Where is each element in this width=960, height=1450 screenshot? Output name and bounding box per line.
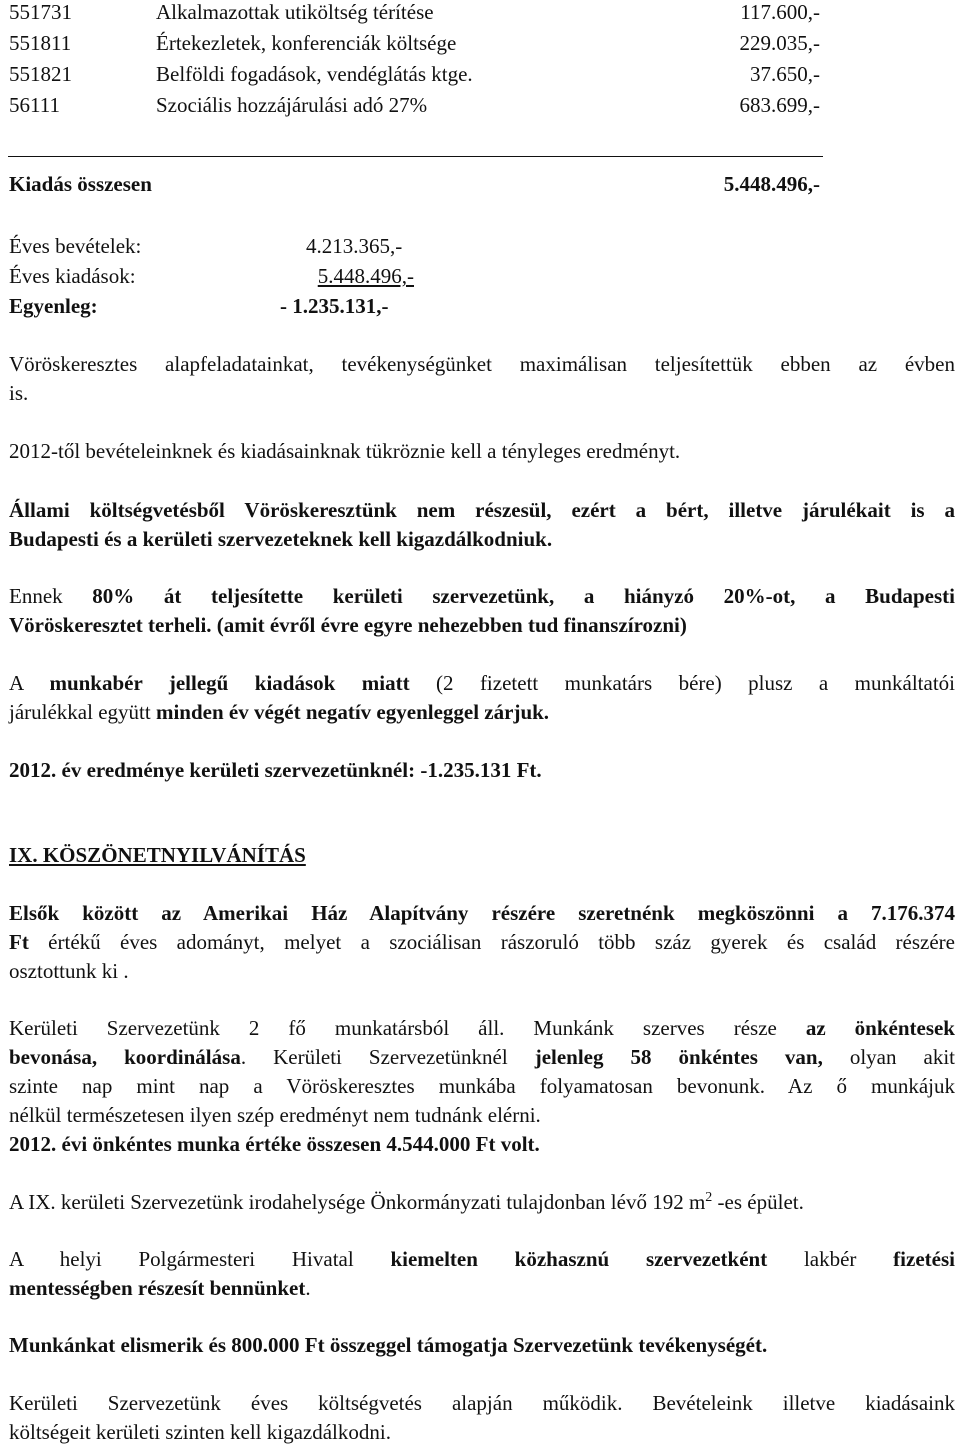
paragraph-line: [9, 611, 955, 640]
text-run: .: [305, 1276, 311, 1300]
paragraph-line: költségeit kerületi szinten kell kigazdálkodni.: [9, 1420, 391, 1444]
text-run: A helyi Polgármesteri Hivatal: [9, 1247, 391, 1271]
text-run: A IX. kerületi Szervezetünk irodahelysége Önkormányzati tulajdonban lévő 192 m: [9, 1190, 706, 1214]
text-run-bold: az önkéntesek: [805, 1016, 955, 1040]
expense-code: 551811: [9, 31, 72, 55]
balance-value: - 1.235.131,-: [280, 294, 389, 318]
paragraph-office: [9, 1190, 804, 1215]
text-run-bold: (amit évről évre egyre nehezebben tud finanszírozni): [216, 613, 687, 637]
paragraph-line: [9, 1014, 955, 1043]
expense-value: 5.448.496,-: [317, 264, 414, 288]
paragraph-volunteers: [9, 1014, 955, 1159]
text-run: járulékkal együtt: [9, 700, 156, 724]
paragraph-line: [9, 1274, 955, 1303]
balance-label: Egyenleg:: [9, 294, 98, 318]
paragraph-support: Munkánkat elismerik és 800.000 Ft összeggel támogatja Szervezetünk tevékenységét.: [9, 1333, 768, 1357]
income-label: Éves bevételek:: [9, 234, 142, 258]
text-run: Ennek: [9, 584, 93, 608]
paragraph-line: [9, 669, 955, 698]
paragraph-mayor-office: [9, 1245, 955, 1303]
expense-code: 551731: [9, 0, 72, 24]
paragraph-line: Kerületi Szervezetünk éves költségvetés alapján működik. Bevételeink illetve kiadásaink: [9, 1391, 955, 1415]
paragraph-line: [9, 1043, 955, 1072]
text-run-bold: jelenleg 58 önkéntes van,: [534, 1045, 823, 1069]
text-run: A: [9, 671, 50, 695]
paragraph-percentages: [9, 582, 955, 640]
paragraph-line: Állami költségvetésből Vöröskeresztünk nem részesül, ezért a bért, illetve járulékait is a: [9, 498, 955, 522]
paragraph-closing: [9, 1389, 955, 1447]
paragraph-line: [9, 698, 955, 727]
expense-description: Belföldi fogadások, vendéglátás ktge.: [156, 62, 473, 86]
text-run: (2 fizetett munkatárs bére) plusz a munkáltatói: [409, 671, 955, 695]
expense-description: Alkalmazottak utiköltség térítése: [156, 0, 434, 24]
paragraph-line: is.: [9, 381, 29, 405]
text-run-bold: munkabér jellegű kiadások miatt: [49, 671, 410, 695]
paragraph-line: Budapesti és a kerületi szervezeteknek kell kigazdálkodniuk.: [9, 527, 553, 551]
expense-amount: 117.600,-: [740, 0, 820, 24]
total-label: Kiadás összesen: [9, 172, 152, 196]
income-value: 4.213.365,-: [306, 234, 403, 258]
paragraph-state-budget: [9, 496, 955, 554]
superscript: 2: [705, 1190, 713, 1205]
paragraph-line: [9, 1245, 955, 1274]
paragraph-result: 2012. év eredménye kerületi szervezetünknél: -1.235.131 Ft.: [9, 758, 542, 782]
text-run: értékű éves adományt, melyet a szociálisan rászoruló több száz gyerek és család részére: [28, 930, 955, 954]
paragraph-tasks: [9, 350, 955, 408]
expense-amount: 683.699,-: [739, 93, 820, 117]
expense-code: 56111: [9, 93, 60, 117]
text-run-bold: bevonása, koordinálása: [9, 1045, 241, 1069]
text-run-bold: minden év végét negatív egyenleggel zárjuk.: [155, 700, 550, 724]
text-run-bold: 80% át teljesítette kerületi szervezetünk, a hiányzó 20%-ot, a Budapesti: [92, 584, 955, 608]
paragraph-line: osztottunk ki .: [9, 959, 129, 983]
text-run: olyan akit: [822, 1045, 956, 1069]
text-run-bold: mentességben részesít bennünket: [9, 1276, 306, 1300]
expense-description: Szociális hozzájárulási adó 27%: [156, 93, 428, 117]
paragraph-2012: 2012-től bevételeinknek és kiadásainknak tükröznie kell a tényleges eredményt.: [9, 439, 681, 463]
total-amount: 5.448.496,-: [723, 172, 820, 196]
paragraph-line: [9, 928, 955, 957]
paragraph-thanks: [9, 899, 955, 986]
paragraph-line: Elsők között az Amerikai Ház Alapítvány részére szeretnénk megköszönni a 7.176.374: [9, 901, 955, 925]
text-run: Kerületi Szervezetünk 2 fő munkatársból áll. Munkánk szerves része: [9, 1016, 806, 1040]
paragraph-line: [9, 582, 955, 611]
paragraph-line: szinte nap mint nap a Vöröskeresztes munkába folyamatosan bevonunk. Az ő munkájuk: [9, 1074, 955, 1098]
text-run: lakbér: [767, 1247, 894, 1271]
paragraph-line: nélkül természetesen ilyen szép eredményt nem tudnánk elérni.: [9, 1103, 541, 1127]
expense-amount: 229.035,-: [739, 31, 820, 55]
text-run: . Kerületi Szervezetünknél: [240, 1045, 535, 1069]
expense-code: 551821: [9, 62, 72, 86]
text-run-bold: kiemelten közhasznú szervezetként: [390, 1247, 768, 1271]
expense-label: Éves kiadások:: [9, 264, 136, 288]
text-run-bold: Vöröskeresztet terheli.: [9, 613, 212, 637]
total-divider: [8, 156, 823, 157]
paragraph-line: 2012. évi önkéntes munka értéke összesen 4.544.000 Ft volt.: [9, 1132, 540, 1156]
section-title: IX. KÖSZÖNETNYILVÁNÍTÁS: [9, 843, 306, 867]
expense-amount: 37.650,-: [750, 62, 820, 86]
paragraph-wage-costs: [9, 669, 955, 727]
text-run-bold: Ft: [9, 930, 29, 954]
text-run-bold: fizetési: [893, 1247, 955, 1271]
expense-description: Értekezletek, konferenciák költsége: [156, 31, 457, 55]
paragraph-line: Vöröskeresztes alapfeladatainkat, tevékenységünket maximálisan teljesítettük ebben az évben: [9, 352, 955, 376]
text-run: -es épület.: [712, 1190, 804, 1214]
